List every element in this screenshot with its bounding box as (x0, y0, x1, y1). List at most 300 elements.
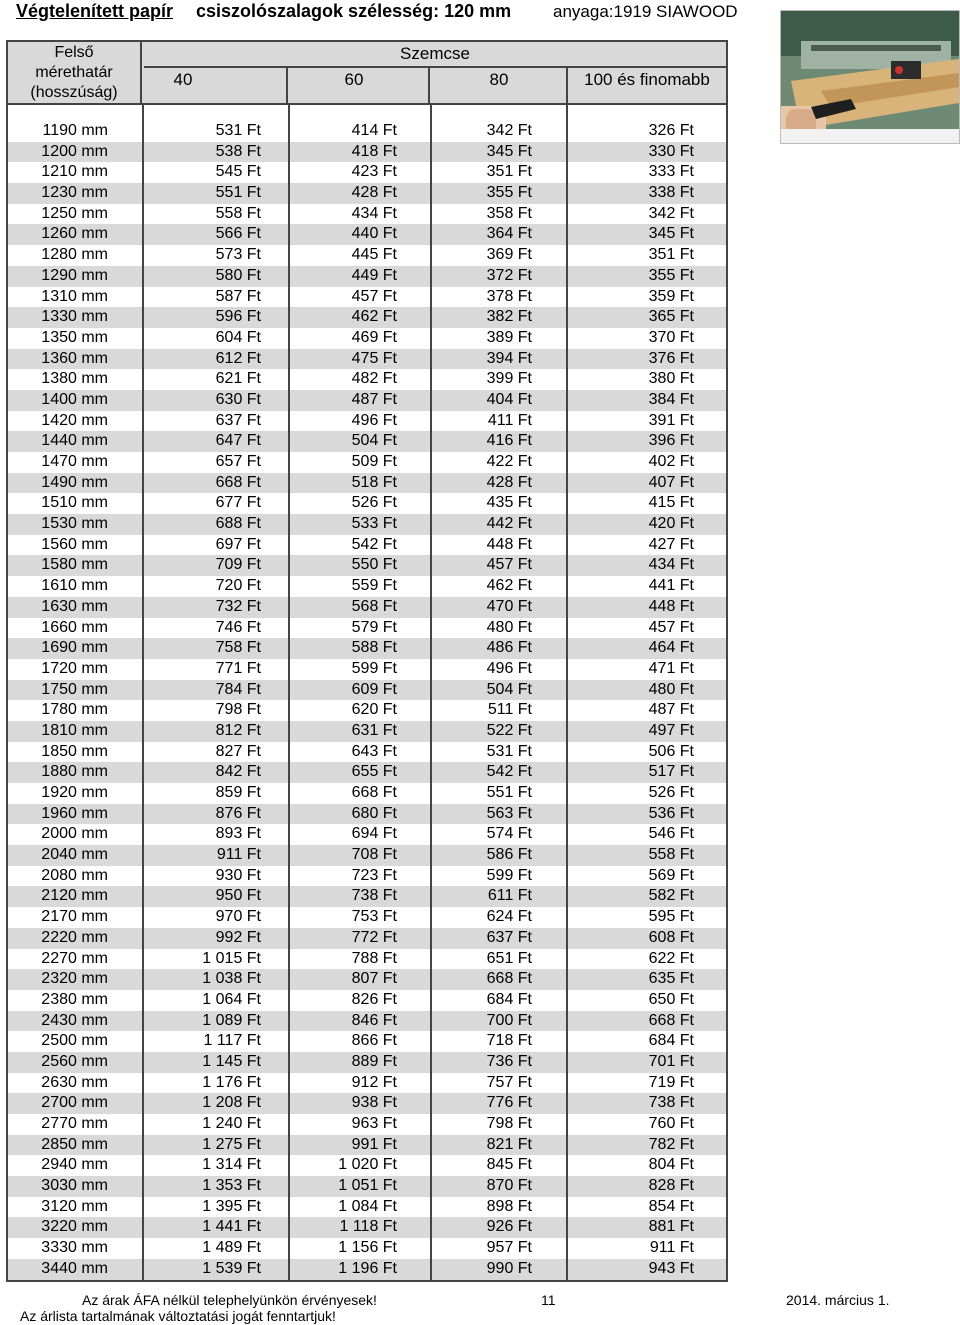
price-cell: 449 Ft (351, 266, 397, 284)
price-cell: 457 Ft (648, 618, 694, 636)
table-row (8, 1176, 726, 1197)
table-row (8, 742, 726, 763)
page-number: 11 (541, 1292, 556, 1308)
price-cell: 480 Ft (648, 680, 694, 698)
price-cell: 611 Ft (487, 887, 532, 905)
price-cell: 637 Ft (215, 411, 261, 429)
price-cell: 859 Ft (215, 784, 261, 801)
price-cell: 542 Ft (486, 763, 532, 781)
price-cell: 399 Ft (486, 370, 532, 388)
price-cell: 1 038 Ft (202, 970, 261, 988)
length-cell: 1310 mm (41, 287, 108, 305)
price-cell: 758 Ft (215, 639, 261, 657)
price-cell: 1 117 Ft (203, 1032, 261, 1050)
table-row (8, 907, 726, 928)
price-cell: 407 Ft (648, 473, 694, 491)
price-cell: 416 Ft (486, 432, 532, 450)
length-cell: 1720 mm (41, 659, 108, 677)
price-cell: 950 Ft (215, 887, 261, 905)
length-cell: 2940 mm (41, 1156, 108, 1174)
table-row (8, 845, 726, 866)
price-cell: 1 441 Ft (202, 1218, 261, 1236)
price-cell: 338 Ft (648, 184, 694, 202)
price-cell: 330 Ft (648, 142, 694, 160)
price-cell: 497 Ft (648, 721, 694, 739)
price-cell: 630 Ft (215, 390, 261, 408)
length-column-header: Felső mérethatár (hosszúság) (8, 42, 142, 103)
price-cell: 963 Ft (351, 1115, 397, 1132)
length-cell: 1440 mm (41, 432, 108, 450)
table-row (8, 555, 726, 576)
grit-header-80: 80 (432, 68, 568, 103)
price-cell: 1 020 Ft (338, 1156, 397, 1174)
price-cell: 487 Ft (648, 701, 694, 719)
price-cell: 342 Ft (648, 204, 694, 222)
table-header (6, 40, 728, 105)
price-cell: 448 Ft (486, 535, 532, 553)
table-row (8, 804, 726, 825)
price-cell: 595 Ft (648, 908, 694, 926)
price-cell: 563 Ft (486, 804, 532, 822)
price-cell: 930 Ft (215, 866, 261, 884)
table-row (8, 204, 726, 225)
price-cell: 342 Ft (486, 122, 532, 139)
table-row (8, 928, 726, 949)
price-cell: 1 084 Ft (338, 1197, 397, 1215)
table-row (8, 638, 726, 659)
price-cell: 612 Ft (215, 349, 261, 367)
length-cell: 1630 mm (41, 597, 108, 615)
price-cell: 526 Ft (648, 784, 694, 801)
price-cell: 599 Ft (351, 659, 397, 677)
table-row (8, 535, 726, 556)
price-cell: 496 Ft (351, 411, 397, 429)
price-cell: 551 Ft (486, 784, 532, 801)
length-cell: 1960 mm (41, 804, 108, 822)
price-cell: 655 Ft (351, 763, 397, 781)
price-cell: 782 Ft (648, 1135, 694, 1153)
length-cell: 1210 mm (41, 163, 108, 181)
table-row (8, 121, 726, 142)
price-cell: 509 Ft (351, 453, 397, 470)
length-cell: 1920 mm (41, 784, 108, 801)
price-cell: 596 Ft (215, 308, 261, 326)
price-cell: 396 Ft (648, 432, 694, 450)
price-cell: 599 Ft (486, 866, 532, 884)
table-row (8, 886, 726, 907)
price-cell: 517 Ft (648, 763, 694, 781)
length-cell: 1610 mm (41, 577, 108, 595)
price-cell: 480 Ft (486, 618, 532, 636)
price-cell: 668 Ft (215, 473, 261, 491)
price-cell: 370 Ft (648, 328, 694, 346)
grit-header-60: 60 (290, 68, 430, 103)
price-cell: 1 064 Ft (202, 990, 261, 1008)
price-cell: 718 Ft (486, 1032, 532, 1050)
price-cell: 1 208 Ft (202, 1094, 261, 1112)
price-cell: 376 Ft (648, 349, 694, 367)
price-cell: 359 Ft (648, 287, 694, 305)
price-cell: 414 Ft (351, 122, 397, 139)
price-cell: 697 Ft (215, 535, 261, 553)
length-cell: 1530 mm (41, 515, 108, 533)
price-cell: 708 Ft (351, 846, 397, 864)
price-cell: 854 Ft (648, 1197, 694, 1215)
table-row (8, 493, 726, 514)
price-cell: 382 Ft (486, 308, 532, 326)
table-body (6, 121, 728, 1282)
price-cell: 701 Ft (648, 1052, 694, 1070)
length-cell: 1330 mm (41, 308, 108, 326)
price-cell: 358 Ft (486, 204, 532, 222)
price-cell: 1 156 Ft (338, 1239, 397, 1257)
table-row (8, 762, 726, 783)
price-cell: 384 Ft (648, 390, 694, 408)
price-cell: 1 353 Ft (202, 1177, 261, 1195)
length-cell: 3330 mm (41, 1239, 108, 1257)
price-cell: 684 Ft (648, 1032, 694, 1050)
price-cell: 506 Ft (648, 742, 694, 760)
price-cell: 771 Ft (215, 659, 261, 677)
length-cell: 1420 mm (41, 411, 108, 429)
table-row (8, 307, 726, 328)
price-cell: 418 Ft (351, 142, 397, 160)
price-cell: 821 Ft (486, 1135, 532, 1153)
footer-rights-note: Az árlista tartalmának változtatási jogát fenntartjuk! (20, 1308, 336, 1324)
table-row (8, 659, 726, 680)
price-cell: 798 Ft (215, 701, 261, 719)
price-cell: 688 Ft (215, 515, 261, 533)
price-cell: 364 Ft (486, 225, 532, 243)
price-cell: 404 Ft (486, 390, 532, 408)
price-cell: 893 Ft (215, 825, 261, 843)
price-cell: 651 Ft (486, 949, 532, 967)
table-row (8, 618, 726, 639)
length-cell: 3440 mm (41, 1259, 108, 1277)
length-cell: 2220 mm (41, 928, 108, 946)
price-cell: 668 Ft (351, 784, 397, 801)
price-cell: 427 Ft (648, 535, 694, 553)
table-row (8, 390, 726, 411)
price-cell: 402 Ft (648, 453, 694, 470)
price-cell: 1 145 Ft (202, 1052, 261, 1070)
header-spacer (6, 105, 728, 121)
price-cell: 938 Ft (351, 1094, 397, 1112)
price-cell: 580 Ft (215, 266, 261, 284)
length-cell: 1290 mm (41, 266, 108, 284)
table-row (8, 183, 726, 204)
table-row (8, 783, 726, 804)
price-cell: 470 Ft (486, 597, 532, 615)
price-cell: 732 Ft (215, 597, 261, 615)
length-cell: 1750 mm (41, 680, 108, 698)
price-cell: 736 Ft (486, 1052, 532, 1070)
price-cell: 788 Ft (351, 949, 397, 967)
price-cell: 700 Ft (486, 1011, 532, 1029)
length-cell: 1580 mm (41, 556, 108, 574)
price-cell: 650 Ft (648, 990, 694, 1008)
price-cell: 538 Ft (215, 142, 261, 160)
table-row (8, 431, 726, 452)
table-row (8, 700, 726, 721)
price-cell: 709 Ft (215, 556, 261, 574)
price-cell: 798 Ft (486, 1115, 532, 1132)
price-cell: 526 Ft (351, 494, 397, 512)
price-cell: 1 539 Ft (202, 1259, 261, 1277)
length-cell: 2380 mm (41, 990, 108, 1008)
price-cell: 866 Ft (351, 1032, 397, 1050)
price-cell: 558 Ft (648, 846, 694, 864)
price-cell: 579 Ft (351, 618, 397, 636)
price-cell: 684 Ft (486, 990, 532, 1008)
price-cell: 496 Ft (486, 659, 532, 677)
table-row (8, 369, 726, 390)
price-cell: 621 Ft (215, 370, 261, 388)
price-cell: 776 Ft (486, 1094, 532, 1112)
table-row (8, 1073, 726, 1094)
price-cell: 680 Ft (351, 804, 397, 822)
price-cell: 351 Ft (648, 246, 694, 264)
length-cell: 2170 mm (41, 908, 108, 926)
length-cell: 1400 mm (41, 390, 108, 408)
price-cell: 551 Ft (215, 184, 261, 202)
length-cell: 2270 mm (41, 949, 108, 967)
length-cell: 1780 mm (41, 701, 108, 719)
length-cell: 1360 mm (41, 349, 108, 367)
length-cell: 2040 mm (41, 846, 108, 864)
footer-date: 2014. március 1. (786, 1292, 890, 1308)
length-cell: 2320 mm (41, 970, 108, 988)
table-row (8, 576, 726, 597)
table-row (8, 1093, 726, 1114)
price-cell: 434 Ft (648, 556, 694, 574)
price-cell: 428 Ft (486, 473, 532, 491)
price-cell: 1 051 Ft (338, 1177, 397, 1195)
price-cell: 569 Ft (648, 866, 694, 884)
table-row (8, 1052, 726, 1073)
table-row (8, 1135, 726, 1156)
price-cell: 870 Ft (486, 1177, 532, 1195)
price-cell: 898 Ft (486, 1197, 532, 1215)
price-cell: 643 Ft (351, 742, 397, 760)
price-cell: 441 Ft (648, 577, 694, 595)
price-cell: 422 Ft (486, 453, 532, 470)
length-cell: 2080 mm (41, 866, 108, 884)
price-cell: 545 Ft (215, 163, 261, 181)
price-cell: 1 015 Ft (202, 949, 261, 967)
length-cell: 1380 mm (41, 370, 108, 388)
price-cell: 542 Ft (351, 535, 397, 553)
price-cell: 957 Ft (486, 1239, 532, 1257)
price-cell: 620 Ft (351, 701, 397, 719)
price-cell: 624 Ft (486, 908, 532, 926)
table-row (8, 349, 726, 370)
price-cell: 1 275 Ft (202, 1135, 261, 1153)
price-cell: 546 Ft (648, 825, 694, 843)
price-cell: 469 Ft (351, 328, 397, 346)
price-cell: 631 Ft (351, 721, 397, 739)
table-row (8, 1238, 726, 1259)
price-cell: 1 489 Ft (202, 1239, 261, 1257)
table-row (8, 969, 726, 990)
table-row (8, 514, 726, 535)
price-cell: 462 Ft (351, 308, 397, 326)
price-cell: 1 395 Ft (202, 1197, 261, 1215)
price-cell: 1 314 Ft (202, 1156, 261, 1174)
price-cell: 559 Ft (351, 577, 397, 595)
price-cell: 657 Ft (215, 453, 261, 470)
price-cell: 391 Ft (648, 411, 694, 429)
length-cell: 1810 mm (41, 721, 108, 739)
table-row (8, 162, 726, 183)
price-cell: 420 Ft (648, 515, 694, 533)
price-cell: 845 Ft (486, 1156, 532, 1174)
table-row (8, 990, 726, 1011)
price-cell: 677 Ft (215, 494, 261, 512)
price-cell: 504 Ft (351, 432, 397, 450)
length-cell: 2000 mm (41, 825, 108, 843)
price-cell: 772 Ft (351, 928, 397, 946)
price-cell: 723 Ft (351, 866, 397, 884)
table-row (8, 680, 726, 701)
price-cell: 746 Ft (215, 618, 261, 636)
price-cell: 558 Ft (215, 204, 261, 222)
length-cell: 1490 mm (41, 473, 108, 491)
price-cell: 471 Ft (648, 659, 694, 677)
price-cell: 457 Ft (351, 287, 397, 305)
price-cell: 415 Ft (648, 494, 694, 512)
length-cell: 1350 mm (41, 328, 108, 346)
document-title: Végtelenített papír (16, 1, 174, 21)
price-cell: 486 Ft (486, 639, 532, 657)
length-cell: 1230 mm (41, 184, 108, 202)
grit-header-100-finer: 100 és finomabb (584, 70, 710, 89)
table-row (8, 1031, 726, 1052)
table-row (8, 1114, 726, 1135)
price-cell: 369 Ft (486, 246, 532, 264)
price-cell: 566 Ft (215, 225, 261, 243)
length-cell: 2700 mm (41, 1094, 108, 1112)
length-cell: 2500 mm (41, 1032, 108, 1050)
price-cell: 568 Ft (351, 597, 397, 615)
price-cell: 926 Ft (486, 1218, 532, 1236)
table-row (8, 1155, 726, 1176)
price-cell: 533 Ft (351, 515, 397, 533)
price-cell: 582 Ft (648, 887, 694, 905)
price-cell: 812 Ft (215, 721, 261, 739)
table-row (8, 866, 726, 887)
length-cell: 1510 mm (41, 494, 108, 512)
length-cell: 1260 mm (41, 225, 108, 243)
price-cell: 991 Ft (351, 1135, 397, 1153)
price-cell: 1 118 Ft (339, 1218, 397, 1236)
price-cell: 355 Ft (486, 184, 532, 202)
length-cell: 1660 mm (41, 618, 108, 636)
price-cell: 531 Ft (486, 742, 532, 760)
price-cell: 826 Ft (351, 990, 397, 1008)
length-cell: 1200 mm (41, 142, 108, 160)
price-cell: 365 Ft (648, 308, 694, 326)
price-cell: 1 240 Ft (202, 1115, 261, 1132)
length-cell: 1690 mm (41, 639, 108, 657)
price-cell: 380 Ft (648, 370, 694, 388)
price-cell: 784 Ft (215, 680, 261, 698)
price-cell: 462 Ft (486, 577, 532, 595)
price-cell: 694 Ft (351, 825, 397, 843)
table-row (8, 824, 726, 845)
price-cell: 842 Ft (215, 763, 261, 781)
price-cell: 876 Ft (215, 804, 261, 822)
table-row (8, 1011, 726, 1032)
table-row (8, 328, 726, 349)
price-cell: 912 Ft (351, 1073, 397, 1091)
price-cell: 487 Ft (351, 390, 397, 408)
price-cell: 881 Ft (648, 1218, 694, 1236)
price-cell: 990 Ft (486, 1259, 532, 1277)
length-cell: 1190 mm (42, 122, 108, 139)
price-cell: 518 Ft (351, 473, 397, 491)
price-cell: 588 Ft (351, 639, 397, 657)
length-cell: 2630 mm (41, 1073, 108, 1091)
price-cell: 394 Ft (486, 349, 532, 367)
price-cell: 668 Ft (648, 1011, 694, 1029)
price-cell: 573 Ft (215, 246, 261, 264)
price-cell: 442 Ft (486, 515, 532, 533)
length-cell: 3120 mm (41, 1197, 108, 1215)
length-cell: 1280 mm (41, 246, 108, 264)
price-cell: 827 Ft (215, 742, 261, 760)
price-cell: 536 Ft (648, 804, 694, 822)
price-cell: 389 Ft (486, 328, 532, 346)
price-cell: 434 Ft (351, 204, 397, 222)
price-cell: 637 Ft (486, 928, 532, 946)
price-cell: 435 Ft (486, 494, 532, 512)
grit-group-header: Szemcse (144, 42, 726, 68)
length-cell: 3030 mm (41, 1177, 108, 1195)
length-cell: 2770 mm (41, 1115, 108, 1132)
price-table (6, 40, 728, 1282)
table-row (8, 473, 726, 494)
table-row (8, 142, 726, 163)
price-cell: 647 Ft (215, 432, 261, 450)
length-cell: 2430 mm (41, 1011, 108, 1029)
table-row (8, 1259, 726, 1280)
table-row (8, 597, 726, 618)
document-subtitle: csiszolószalagok szélesség: 120 mm (196, 1, 512, 21)
price-cell: 411 Ft (487, 411, 532, 429)
table-row (8, 224, 726, 245)
price-cell: 757 Ft (486, 1073, 532, 1091)
price-cell: 440 Ft (351, 225, 397, 243)
price-cell: 587 Ft (215, 287, 261, 305)
price-cell: 760 Ft (648, 1115, 694, 1132)
price-cell: 345 Ft (486, 142, 532, 160)
price-cell: 586 Ft (486, 846, 532, 864)
price-cell: 378 Ft (486, 287, 532, 305)
price-cell: 372 Ft (486, 266, 532, 284)
price-cell: 355 Ft (648, 266, 694, 284)
price-cell: 828 Ft (648, 1177, 694, 1195)
price-cell: 1 089 Ft (202, 1011, 261, 1029)
price-cell: 326 Ft (648, 122, 694, 139)
footer-vat-note: Az árak ÁFA nélkül telephelyünkön érvényesek! (82, 1292, 377, 1308)
price-cell: 719 Ft (648, 1073, 694, 1091)
price-cell: 333 Ft (648, 163, 694, 181)
price-cell: 550 Ft (351, 556, 397, 574)
price-cell: 464 Ft (648, 639, 694, 657)
price-cell: 608 Ft (648, 928, 694, 946)
price-cell: 531 Ft (215, 122, 261, 139)
